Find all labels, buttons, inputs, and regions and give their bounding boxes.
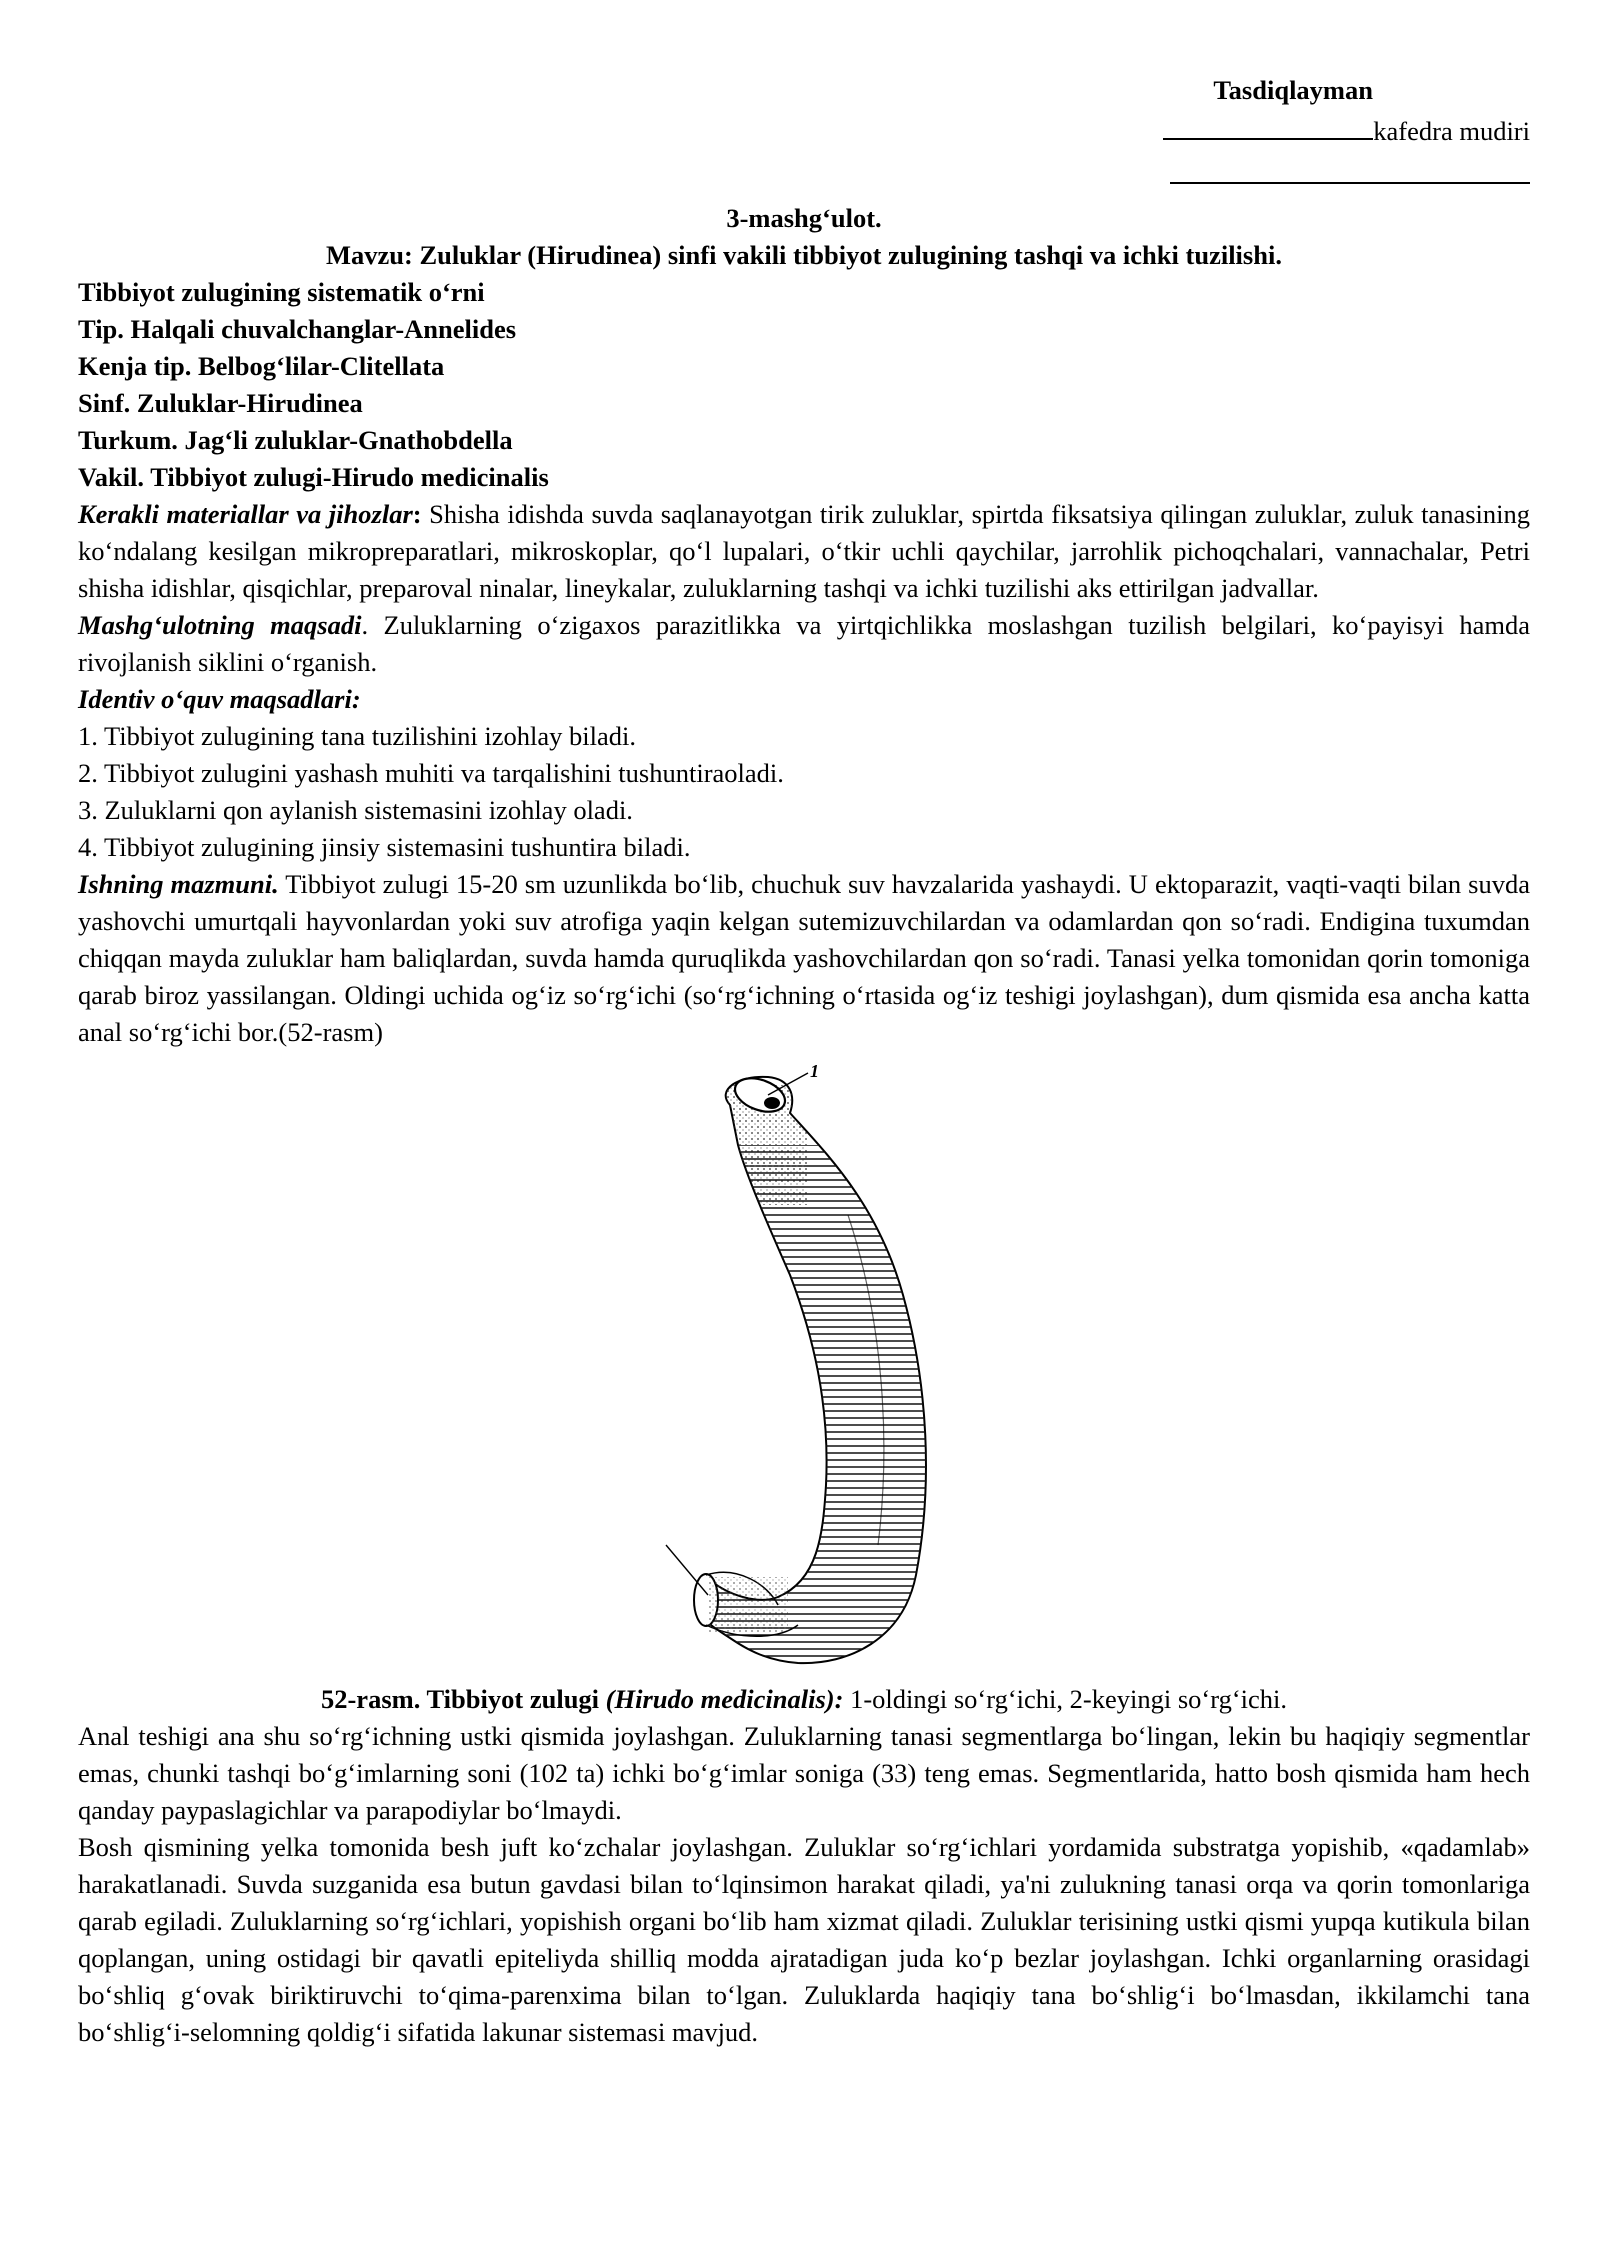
materials-paragraph bbox=[78, 496, 1530, 607]
objective-item: 1. Tibbiyot zulugining tana tuzilishini izohlay biladi. bbox=[78, 721, 636, 751]
lesson-topic: Mavzu: Zuluklar (Hirudinea) sinfi vakili tibbiyot zulugining tashqi va ichki tuzilishi. bbox=[326, 240, 1282, 270]
approval-heading: Tasdiqlayman bbox=[1213, 75, 1373, 105]
signature-line bbox=[1163, 109, 1373, 140]
leader-line-2 bbox=[666, 1545, 708, 1595]
objective-item: 3. Zuluklarni qon aylanish sistemasini izohlay oladi. bbox=[78, 795, 633, 825]
systematics-tip: Tip. Halqali chuvalchanglar-Annelides bbox=[78, 314, 517, 344]
content-paragraph bbox=[78, 866, 1530, 1051]
leech-illustration bbox=[78, 1065, 1530, 1675]
objective-item: 4. Tibbiyot zulugining jinsiy sistemasini tushuntira biladi. bbox=[78, 832, 691, 862]
objectives-heading: Identiv o‘quv maqsadlari: bbox=[78, 684, 361, 714]
content-label: Ishning mazmuni. bbox=[78, 869, 279, 899]
materials-label: Kerakli materiallar va jihozlar bbox=[78, 499, 413, 529]
materials-colon: : bbox=[412, 499, 422, 529]
approval-position: kafedra mudiri bbox=[1373, 116, 1530, 146]
leech-figure bbox=[78, 1065, 1530, 1675]
systematics-subtip: Kenja tip. Belbog‘lilar-Clitellata bbox=[78, 351, 445, 381]
caption-rest: 1-oldingi so‘rg‘ichi, 2-keyingi so‘rg‘ichi. bbox=[843, 1684, 1288, 1714]
systematics-block bbox=[78, 274, 1530, 496]
systematics-heading: Tibbiyot zulugining sistematik o‘rni bbox=[78, 277, 485, 307]
systematics-class: Sinf. Zuluklar-Hirudinea bbox=[78, 388, 363, 418]
goal-label: Mashg‘ulotning maqsadi bbox=[78, 610, 362, 640]
content-text: Tibbiyot zulugi 15-20 sm uzunlikda bo‘lib, chuchuk suv havzalarida yashaydi. U ektoparazit, vaqti-vaqti bilan suvda yashovchi umurtqali hayvonlardan yoki suv atrofiga yaqin kelgan sutemizuvchilardan va odamlardan qon so‘radi. Endigina tuxumdan chiqqan mayda zuluklar ham baliqlardan, suvda hamda quruqlikda yashovchilardan qon so‘radi. Tanasi yelka tomonidan qorin tomoniga qarab biroz yassilangan. Oldingi uchida og‘iz so‘rg‘ichi (so‘rg‘ichning o‘rtasida og‘iz teshigi joylashgan), dum qismida esa ancha katta anal so‘rg‘ichi bor.(52-rasm) bbox=[78, 869, 1530, 1047]
objective-item: 2. Tibbiyot zulugini yashash muhiti va tarqalishini tushuntiraoladi. bbox=[78, 758, 784, 788]
posterior-sucker bbox=[694, 1572, 798, 1636]
caption-species: (Hirudo medicinalis): bbox=[605, 1684, 844, 1714]
leech-body bbox=[78, 1077, 1530, 1675]
body-paragraph: Anal teshigi ana shu so‘rg‘ichning ustki qismida joylashgan. Zuluklarning tanasi segmentlarga bo‘lingan, lekin bu haqiqiy segmentlar emas, chunki tashqi bo‘g‘imlarning soni (102 ta) ichki bo‘g‘imlar soniga (33) teng emas. Segmentlarida, hatto bosh qismida ham hech qanday paypaslagichlar va parapodiylar bo‘lmaydi. bbox=[78, 1721, 1530, 1825]
date-line bbox=[1170, 150, 1530, 184]
caption-bold: 52-rasm. Tibbiyot zulugi bbox=[320, 1684, 606, 1714]
lesson-number: 3-mashg‘ulot. bbox=[726, 203, 882, 233]
approval-position-line bbox=[78, 109, 1530, 150]
approval-block bbox=[78, 72, 1530, 194]
figure-caption bbox=[78, 1681, 1530, 1718]
systematics-representative: Vakil. Tibbiyot zulugi-Hirudo medicinalis bbox=[78, 462, 549, 492]
figure-label-1: 1 bbox=[810, 1065, 819, 1081]
goal-text: . Zuluklarning o‘zigaxos parazitlikka va yirtqichlikka moslashgan tuzilish belgilari, ko‘payisyi hamda rivojlanish siklini o‘rganish. bbox=[78, 610, 1531, 677]
materials-text: Shisha idishda suvda saqlanayotgan tirik zuluklar, spirtda fiksatsiya qilingan zuluklar, zuluk tanasining ko‘ndalang kesilgan mikropreparatlari, mikroskoplar, qo‘l lupalari, o‘tkir uchli qaychilar, jarrohlik pichoqchalari, vannachalar, Petri shisha idishlar, qisqichlar, preparoval ninalar, lineykalar, zuluklarning tashqi va ichki tuzilishi aks ettirilgan jadvallar. bbox=[78, 499, 1530, 603]
approval-date-line bbox=[78, 150, 1530, 194]
document-page bbox=[78, 72, 1530, 2051]
body-paragraph: Bosh qismining yelka tomonida besh juft ko‘zchalar joylashgan. Zuluklar so‘rg‘ichlari yordamida substratga yopishib, «qadamlab» harakatlanadi. Suvda suzganida esa butun gavdasi bilan to‘lqinsimon harakat qiladi, ya'ni zulukning tanasi orqa va qorin tomonlariga qarab egiladi. Zuluklarning so‘rg‘ichlari, yopishish organi bo‘lib ham xizmat qiladi. Zuluklar terisining ustki qismi yupqa kutikula bilan qoplangan, uning ostidagi bir qavatli epiteliyda shilliq modda ajratadigan juda ko‘p bezlar joylashgan. Ichki organlarning orasidagi bo‘shliq g‘ovak biriktiruvchi to‘qima-parenxima bilan to‘lgan. Zuluklarda haqiqiy tana bo‘shlig‘i bo‘lmasdan, ikkilamchi tana bo‘shlig‘i-selomning qoldig‘i sifatida lakunar sistemasi mavjud. bbox=[78, 1832, 1530, 2047]
systematics-order: Turkum. Jag‘li zuluklar-Gnathobdella bbox=[78, 425, 513, 455]
goal-paragraph bbox=[78, 607, 1530, 681]
